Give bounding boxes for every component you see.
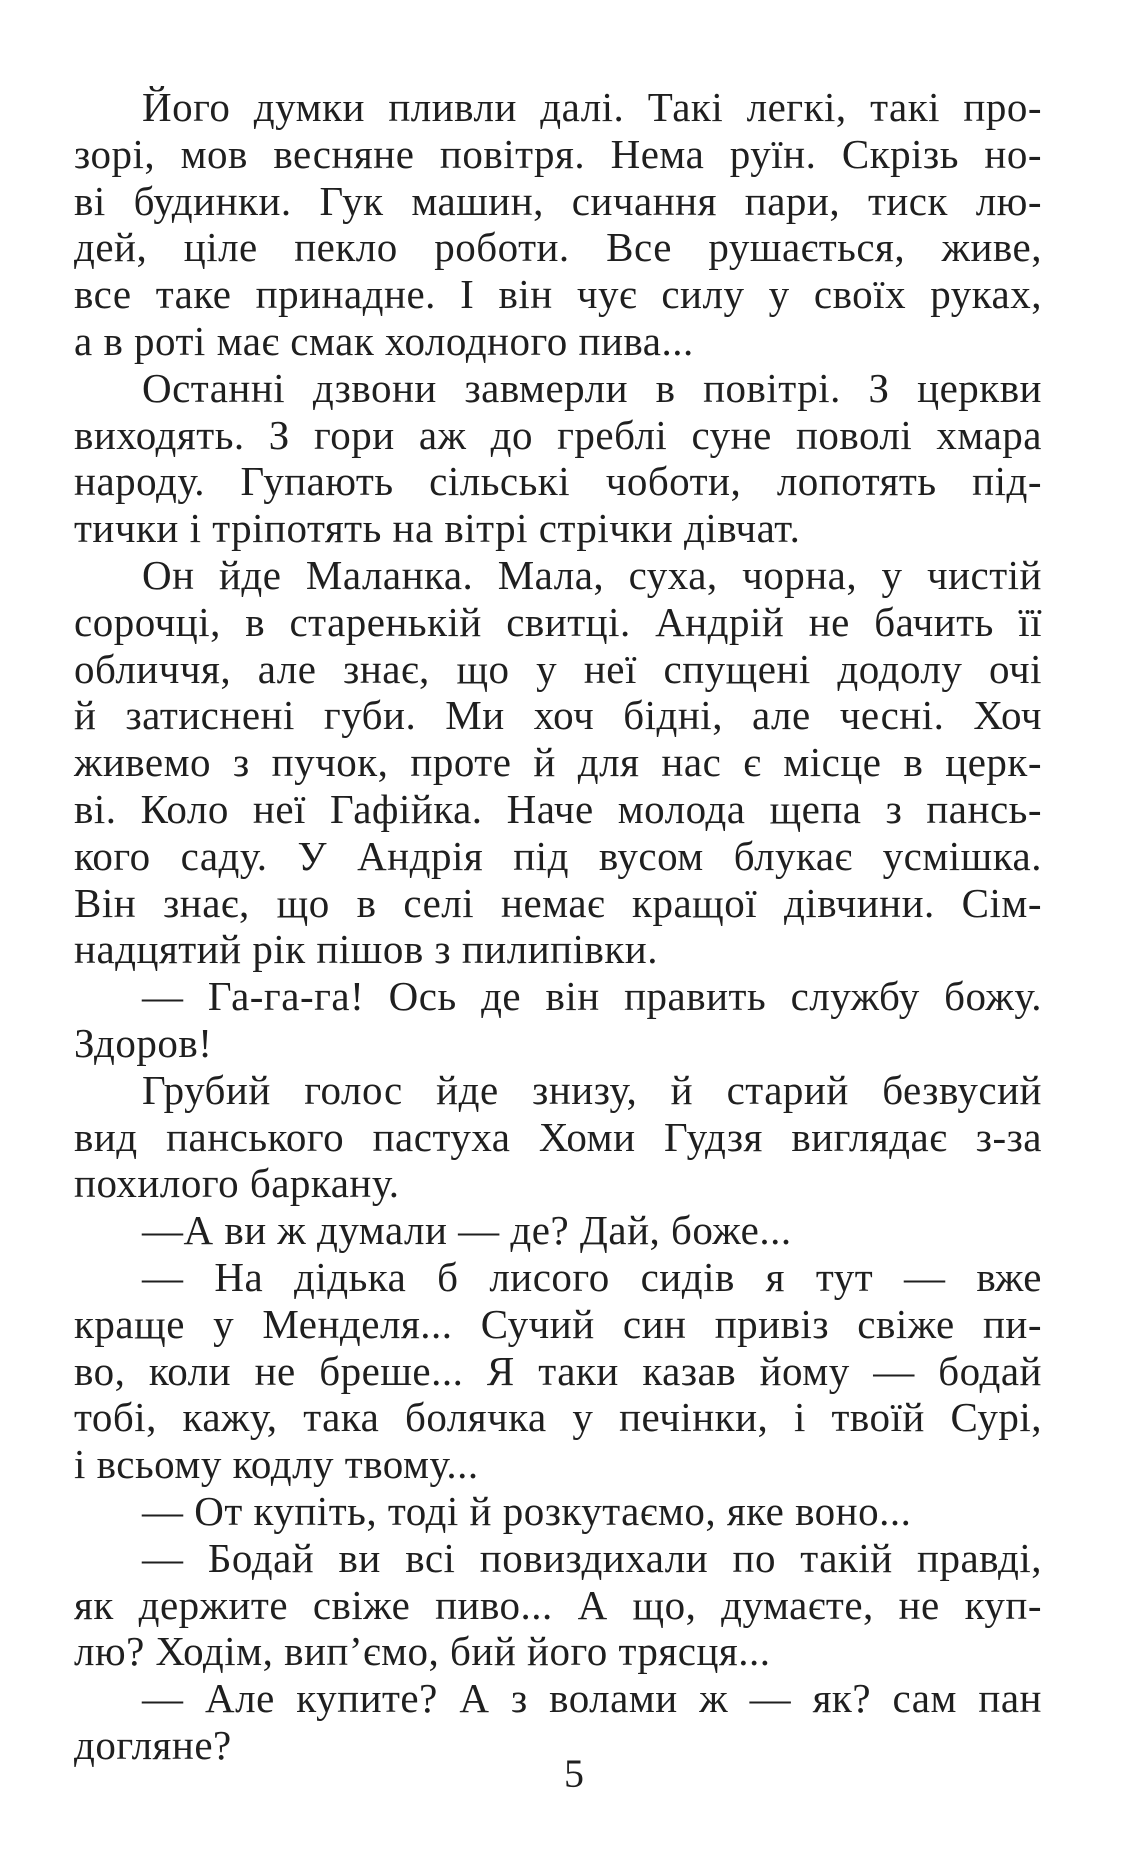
text-line: обличчя, але знає, що у неї спущені додолу очі [74, 645, 1042, 692]
text-line: Он йде Маланка. Мала, суха, чорна, у чистій [142, 551, 1042, 598]
text-line: Його думки пливли далі. Такі легкі, такі про- [142, 84, 1042, 130]
text-line: — От купіть, тоді й розкутаємо, яке воно... [142, 1487, 912, 1534]
text-line: все таке принадне. І він чує силу у своїх руках, [74, 271, 1042, 318]
text-line: Грубий голос йде знизу, й старий безвусий [142, 1066, 1042, 1113]
text-line: тобі, кажу, така болячка у печінки, і твоїй Сурі, [74, 1394, 1042, 1441]
text-line: живемо з пучок, проте й для нас є місце в церк- [74, 739, 1042, 786]
text-line: виходять. З гори аж до греблі суне поволі хмара [74, 411, 1042, 458]
text-line: Здоров! [74, 1019, 213, 1066]
text-line: й затиснені губи. Ми хоч бідні, але чесні. Хоч [74, 692, 1042, 739]
text-line: надцятий рік пішов з пилипівки. [74, 926, 658, 973]
text-line: краще у Менделя... Сучий син привіз свіже пи- [74, 1300, 1042, 1347]
page-number: 5 [564, 1751, 584, 1796]
text-line: лю? Ходім, вип’ємо, бий його трясця... [74, 1628, 771, 1675]
text-line: — На дідька б лисого сидів я тут — вже [142, 1253, 1042, 1300]
text-line: і всьому кодлу твому... [74, 1441, 479, 1488]
text-line: догляне? [74, 1721, 232, 1768]
text-line: тички і тріпотять на вітрі стрічки дівчат. [74, 505, 801, 552]
text-line: кого саду. У Андрія під вусом блукає усмішка. [74, 832, 1042, 879]
text-line: народу. Гупають сільські чоботи, лопотять під- [74, 458, 1042, 505]
text-line: сорочці, в старенькій свитці. Андрій не бачить її [74, 598, 1042, 645]
text-line: похилого баркану. [74, 1160, 400, 1207]
text-line: — Га-га-га! Ось де він править службу божу. [142, 973, 1042, 1020]
text-line: як держите свіже пиво... А що, думаєте, не куп- [74, 1581, 1042, 1628]
text-line: Останні дзвони завмерли в повітрі. З церкви [142, 364, 1042, 411]
text-line: Він знає, що в селі немає кращої дівчини. Сім- [74, 879, 1042, 926]
text-line: ві будинки. Гук машин, сичання пари, тиск лю- [74, 177, 1042, 224]
text-line: а в роті має смак холодного пива... [74, 317, 694, 364]
text-line: — Але купите? А з волами ж — як? сам пан [142, 1675, 1042, 1722]
text-line: —А ви ж думали — де? Дай, боже... [142, 1207, 792, 1254]
text-line: — Бодай ви всі повиздихали по такій правді, [142, 1534, 1042, 1581]
text-line: ві. Коло неї Гафійка. Наче молода щепа з пансь- [74, 785, 1042, 832]
text-line: вид панського пастуха Хоми Гудзя виглядає з-за [74, 1113, 1042, 1160]
text-line: дей, ціле пекло роботи. Все рушається, живе, [74, 224, 1042, 271]
page-text [74, 84, 1042, 1769]
text-line: во, коли не бреше... Я таки казав йому — бодай [74, 1347, 1042, 1394]
text-line: зорі, мов весняне повітря. Нема руїн. Скрізь но- [74, 130, 1042, 177]
